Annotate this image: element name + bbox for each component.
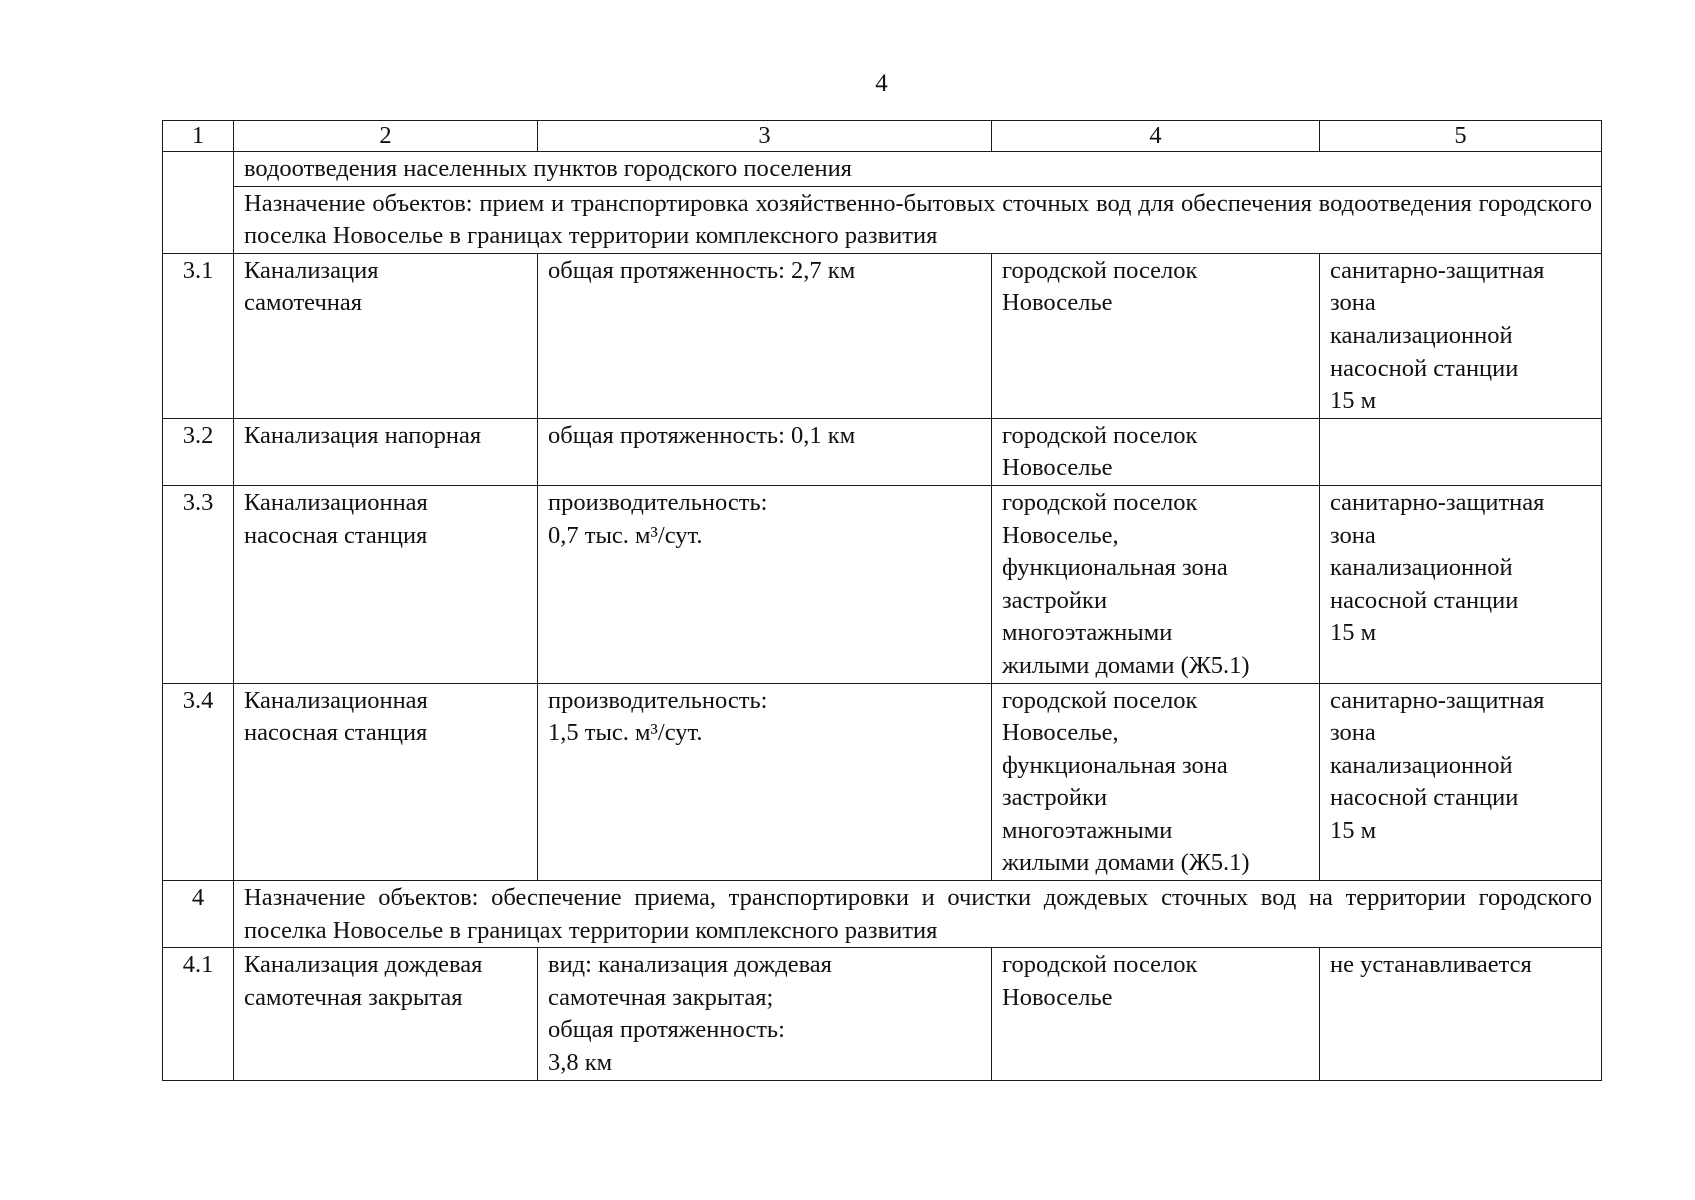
table-row xyxy=(163,485,1602,683)
object-characteristics: производительность: 1,5 тыс. м³/сут. xyxy=(538,683,992,881)
object-zone: санитарно-защитная зона канализационной насосной станции 15 м xyxy=(1320,253,1602,418)
continuation-text: водоотведения населенных пунктов городского поселения xyxy=(234,152,1602,187)
column-header: 4 xyxy=(992,121,1320,152)
purpose-text-section-3: Назначение объектов: прием и транспортировка хозяйственно-бытовых сточных вод для обеспечения водоотведения городского поселка Новоселье в границах территории комплексного развития xyxy=(234,186,1602,253)
object-location: городской поселок Новоселье, функциональная зона застройки многоэтажными жилыми домами (Ж5.1) xyxy=(992,485,1320,683)
page-number: 4 xyxy=(875,70,888,97)
row-number: 3.3 xyxy=(163,485,234,683)
purpose-row xyxy=(163,186,1602,253)
object-location: городской поселок Новоселье xyxy=(992,253,1320,418)
object-zone xyxy=(1320,418,1602,485)
table-row xyxy=(163,253,1602,418)
object-name: Канализационная насосная станция xyxy=(234,683,538,881)
table-row xyxy=(163,683,1602,881)
continuation-row xyxy=(163,152,1602,187)
column-header: 3 xyxy=(538,121,992,152)
row-number: 3.4 xyxy=(163,683,234,881)
column-header: 1 xyxy=(163,121,234,152)
purpose-text-section-4: Назначение объектов: обеспечение приема, транспортировки и очистки дождевых сточных вод на территории городского поселка Новоселье в границах территории комплексного развития xyxy=(234,881,1602,948)
objects-table xyxy=(162,120,1602,1081)
table-row xyxy=(163,948,1602,1080)
object-characteristics: общая протяженность: 0,1 км xyxy=(538,418,992,485)
row-number: 3.2 xyxy=(163,418,234,485)
object-name: Канализация дождевая самотечная закрытая xyxy=(234,948,538,1080)
object-location: городской поселок Новоселье, функциональная зона застройки многоэтажными жилыми домами (Ж5.1) xyxy=(992,683,1320,881)
object-zone: не устанавливается xyxy=(1320,948,1602,1080)
object-location: городской поселок Новоселье xyxy=(992,948,1320,1080)
column-header: 5 xyxy=(1320,121,1602,152)
row-number: 4.1 xyxy=(163,948,234,1080)
object-name: Канализация напорная xyxy=(234,418,538,485)
table-header-row xyxy=(163,121,1602,152)
object-characteristics: вид: канализация дождевая самотечная закрытая; общая протяженность: 3,8 км xyxy=(538,948,992,1080)
object-characteristics: производительность: 0,7 тыс. м³/сут. xyxy=(538,485,992,683)
section-row xyxy=(163,881,1602,948)
object-zone: санитарно-защитная зона канализационной насосной станции 15 м xyxy=(1320,683,1602,881)
row-number: 3.1 xyxy=(163,253,234,418)
object-name: Канализационная насосная станция xyxy=(234,485,538,683)
column-header: 2 xyxy=(234,121,538,152)
section-number: 4 xyxy=(163,881,234,948)
object-zone: санитарно-защитная зона канализационной насосной станции 15 м xyxy=(1320,485,1602,683)
empty-number-cell xyxy=(163,152,234,254)
object-location: городской поселок Новоселье xyxy=(992,418,1320,485)
object-name: Канализация самотечная xyxy=(234,253,538,418)
table-row xyxy=(163,418,1602,485)
object-characteristics: общая протяженность: 2,7 км xyxy=(538,253,992,418)
